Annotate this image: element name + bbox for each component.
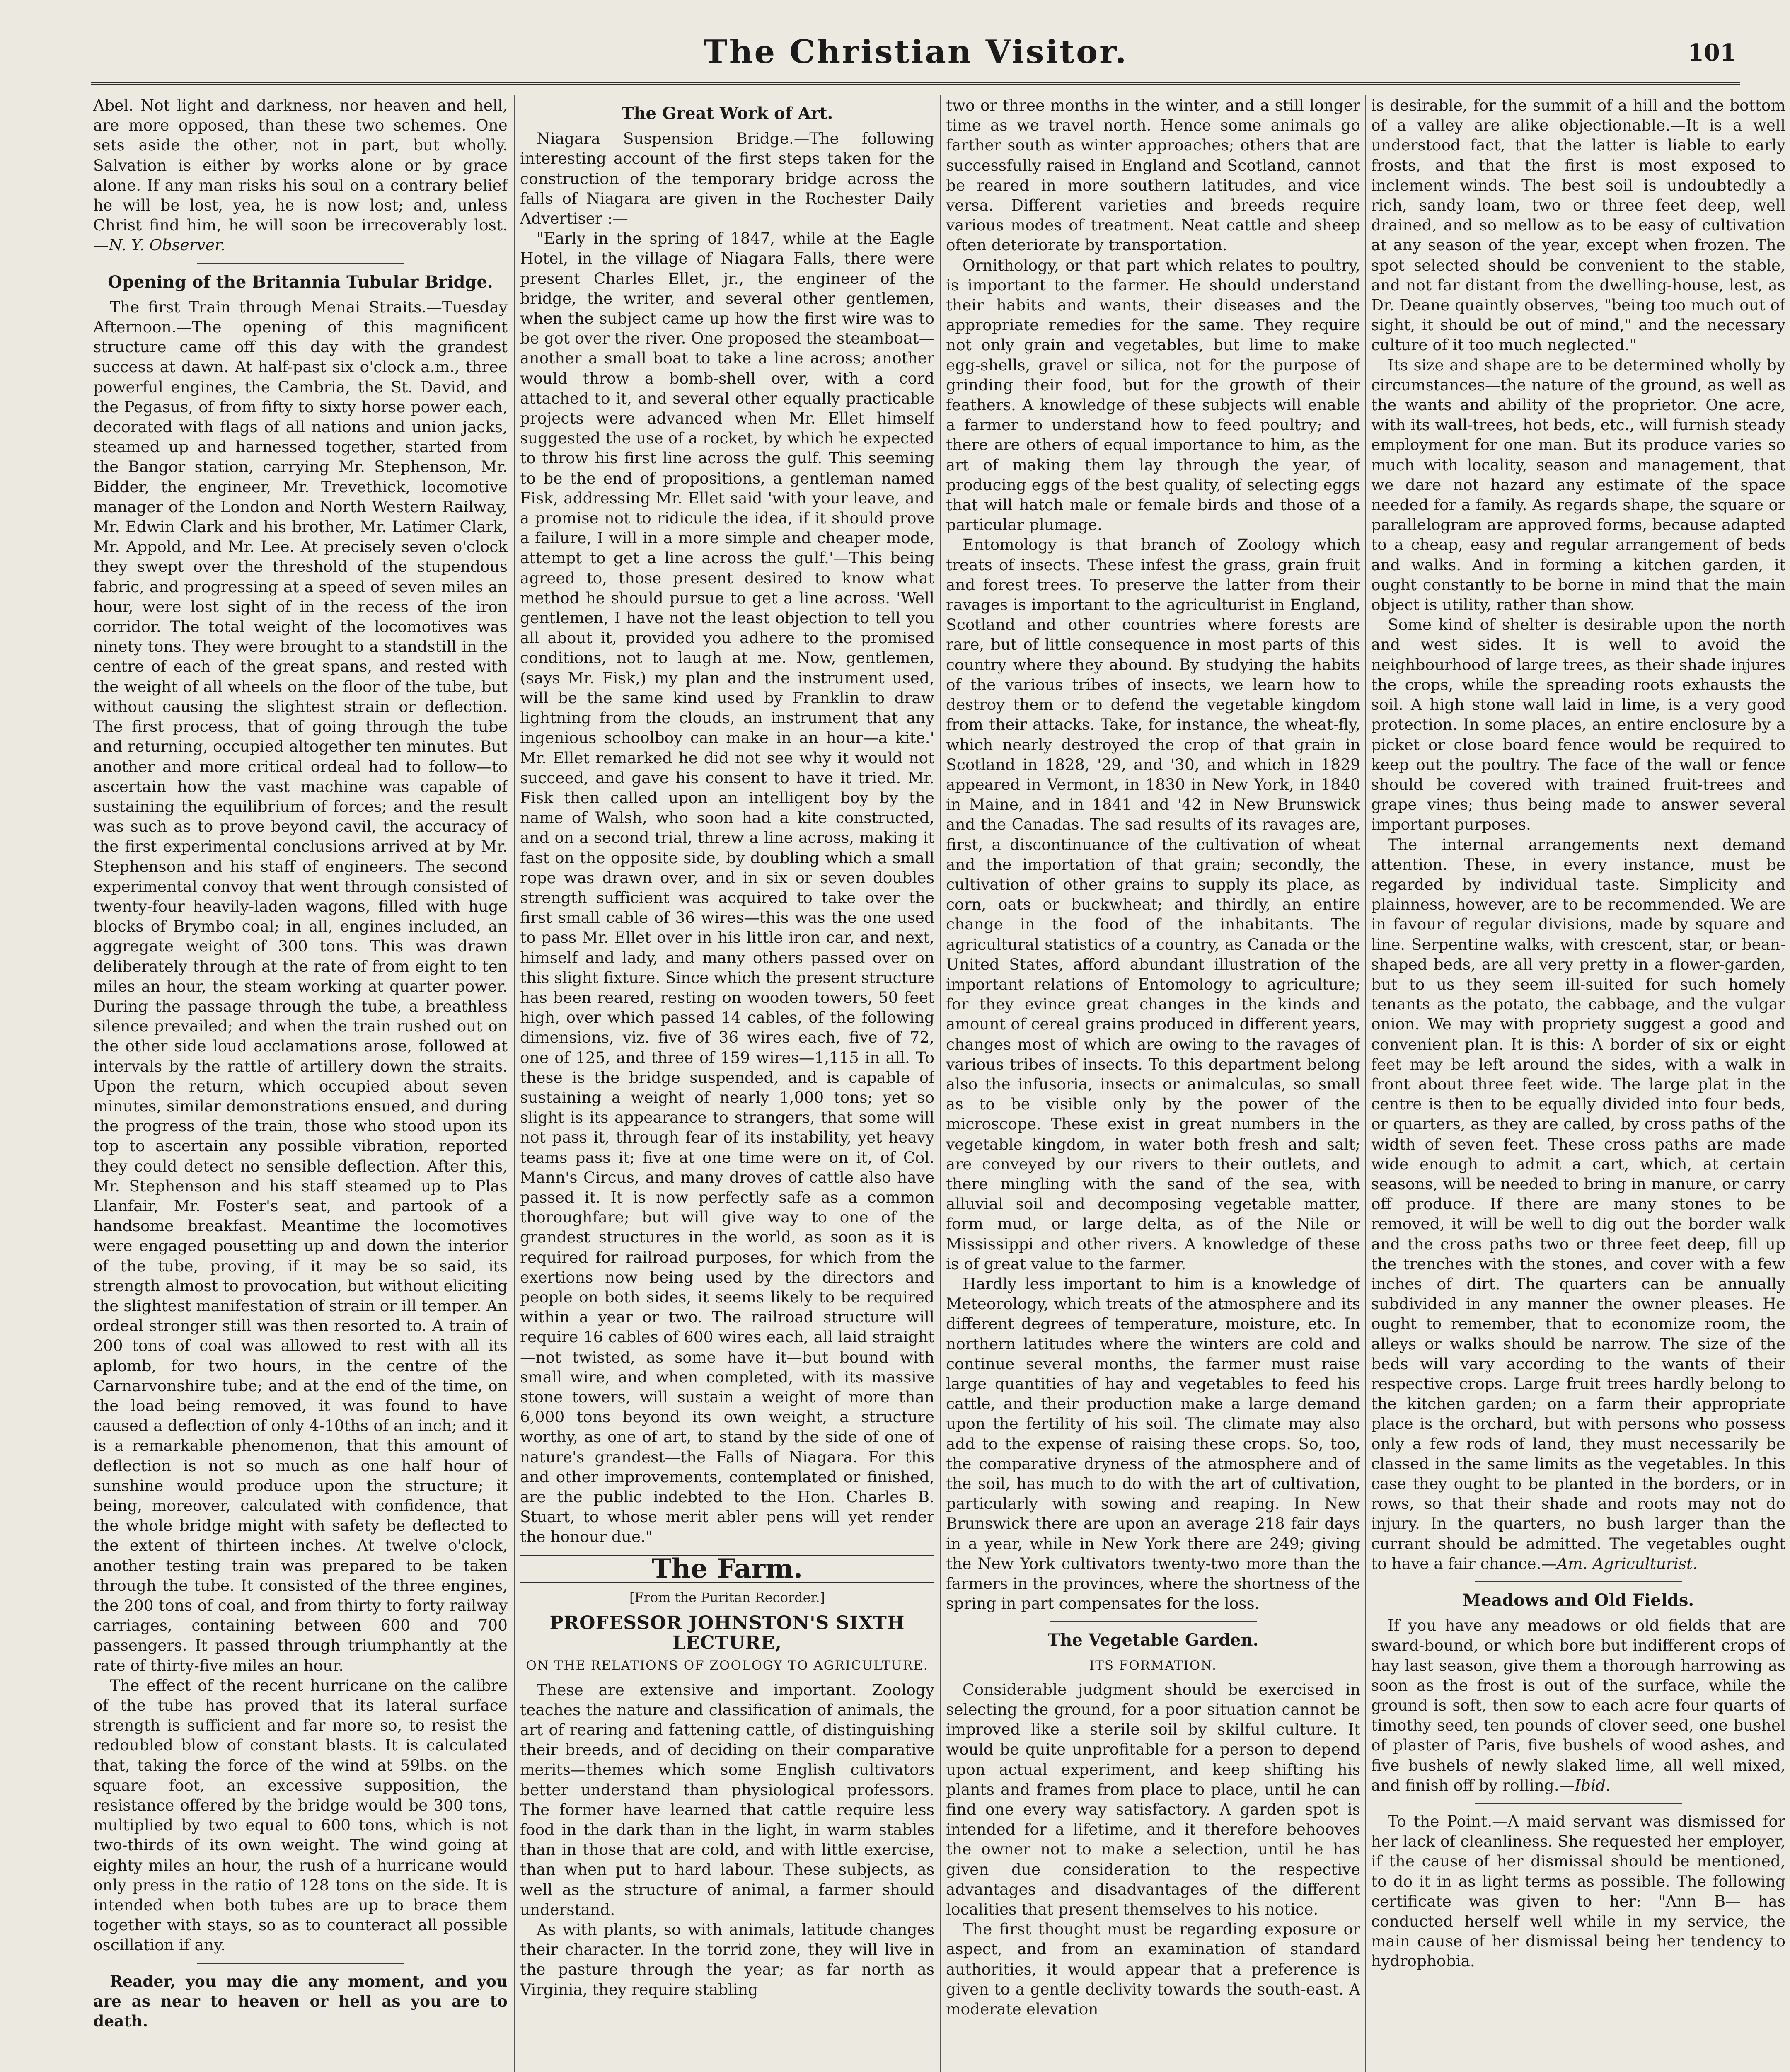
- article-paragraph: If you have any meadows or old fields that are sward-bound, or which bore but indifferent crops of hay last season, give them a thorough harrowing as soon as the frost is out of the surface, while the ground is soft, then sow to each acre four quarts of timothy seed, ten pounds of clover seed, one bushel of plaster of Paris, five bushels of wood ashes, and five bushels of newly slaked lime, all well mixed, and finish off by rolling.: [1371, 1616, 1785, 1794]
- article-paragraph: is desirable, for the summit of a hill and the bottom of a valley are alike objectionable.—It is a well understood fact, that the latter is liable to early frosts, and that the first is most exposed to inclement winds. The best soil is undoubtedly a rich, sandy loam, two or three feet deep, well drained, and so mellow as to be easy of cultivation at any season of the year, except when frozen. The spot selected should be convenient to the stable, and not far distant from the dwelling-house, lest, as Dr. Deane quaintly observes, "being too much out of sight, it should be out of mind," and the necessary culture of it too much neglected.": [1371, 96, 1785, 354]
- subheadline: ITS FORMATION.: [1089, 1658, 1217, 1673]
- article-paragraph: "Early in the spring of 1847, while at the Eagle Hotel, in the village of Niagara Falls, there were present Charles Ellet, jr., the engineer of the bridge, the writer, and several other gentlemen, when the subject came up how the first wire was to be got over the river. One proposed the steamboat—another a small boat to take a line across; another would throw a bomb-shell over, with a cord attached to it, and several other equally practicable projects were advanced when Mr. Ellet himself suggested the use of a rocket, by which he expected to throw his first line across the gulf. This seeming to be the end of propositions, a gentleman named Fisk, addressing Mr. Ellet said 'with your leave, and a promise not to ridicule the idea, if it should prove a failure, I will in a more simple and cheaper mode, attempt to get a line across the gulf.'—This being agreed to, those present desired to know what method he should pursue to get a line across. 'Well gentlemen, I have not the least objection to tell you all about it, provided you adhere to the promised conditions, not to laugh at me. Now, gentlemen, (says Mr. Fisk,) my plan and the instrument used, will be the same kind used by Franklin to draw lightning from the clouds, an instrument that any ingenious schoolboy can make in an hour—a kite.' Mr. Ellet remarked he did not see why it would not succeed, and gave his consent to have it tried. Mr. Fisk then called upon an intelligent boy by the name of Walsh, who soon had a kite constructed, and on a second trial, threw a line across, making it fast on the opposite side, by doubling which a small rope was drawn over, and in six or seven doubles strength sufficient was acquired to take over the first small cable of 36 wires—this was the one used to pass Mr. Ellet over in his little iron car, and next, himself and lady, and many others passed over on this slight fixture. Since which the present structure has been reared, resting on wooden towers, 50 feet high, over which passed 14 cables, of the following dimensions, viz. five of 36 wires each, five of 72, one of 125, and three of 159 wires—1,115 in all. To these is the bridge suspended, and is capable of sustaining a weight of nearly 1,000 tons; yet so slight is its appearance to strangers, that some will not pass it, through fear of its instability, yet heavy teams pass it; five at one time were on it, of Col. Mann's Circus, and many droves of cattle also have passed it. It is now perfectly safe as a common thoroughfare; but will give way to one of the grandest structures in the world, as soon as it is required for railroad purposes, for which from the exertions now being used by the directors and people on both sides, it seems likely to be required within a year or two. The railroad structure will require 16 cables of 600 wires each, all laid straight—not twisted, as some have it—but bound with small wire, and when completed, with its massive stone towers, will sustain a weight of more than 6,000 tons beyond its own weight, a structure worthy, as one of art, to stand by the side of one of nature's grandest—the Falls of Niagara. For this and other improvements, contemplated or finished, are the public indebted to the Hon. Charles B. Stuart, to whose merit abler pens will yet render the honour due.": [520, 229, 934, 1546]
- article-paragraph: two or three months in the winter, and a still longer time as we travel north. Hence some animals go farther south as winter approaches; others that are successfully raised in England and Scotland, cannot be reared in more southern latitudes, and vice versa. Different varieties and breeds require various modes of treatment. Neat cattle and sheep often deteriorate by transportation.: [946, 96, 1360, 254]
- article-paragraph: Niagara Suspension Bridge.—The following interesting account of the first steps taken for the construction of the temporary bridge across the falls of Niagara are given in the Rochester Daily Advertiser :—: [520, 129, 934, 228]
- article-paragraph: As with plants, so with animals, latitude changes their character. In the torrid zone, they will live in the pasture through the year; as far north as Virginia, they require stabling: [520, 1920, 934, 1999]
- article-paragraph: Ornithology, or that part which relates to poultry, is important to the farmer. He should understand their habits and wants, their diseases and the appropriate remedies for the same. They require not only grain and vegetables, but lime to make egg-shells, gravel or silica, not for the purpose of grinding their food, but for the growth of their feathers. A knowledge of these subjects will enable a farmer to understand how to feed poultry; and there are others of equal importance to him, as the art of making them lay through the year, of producing eggs of the best quality, of selecting eggs that will hatch male or female birds and those of a particular plumage.: [946, 256, 1360, 534]
- separator: [1475, 1581, 1682, 1582]
- article-source: [From the Puritan Recorder.]: [629, 1589, 825, 1605]
- article-paragraph: The internal arrangements next demand attention. These, in every instance, must be regarded by individual taste. Simplicity and plainness, however, are to be recommended. We are in favour of regular divisions, made by square and line. Serpentine walks, with crescent, star, or bean-shaped beds, are all very pretty in a flower-garden, but to us they seem ill-suited for such homely tenants as the potato, the cabbage, and the vulgar onion. We may with propriety suggest a good and convenient plan. It is this: A border of six or eight feet may be left around the sides, with a walk in front about three feet wide. The large plat in the centre is then to be equally divided into four beds, or quarters, as they are called, by cross paths of the width of seven feet. These cross paths are made wide enough to admit a cart, which, at certain seasons, will be needed to bring in manure, or carry off produce. If there are many stones to be removed, it will be well to dig out the border walk and the cross paths two or three feet deep, fill up the trenches with the stones, and cover with a few inches of dirt. The quarters can be annually subdivided in any manner the owner pleases. He ought to remember, that to economize room, the alleys or walks should be narrow. The size of the beds will vary according to the wants of their respective crops. Large fruit trees hardly belong to the kitchen garden; on a farm their appropriate place is the orchard, but with persons who possess only a few rods of land, they must necessarily be classed in the same limits as the vegetables. In this case they ought to be planted in the borders, or in rows, so that their shade and roots may not do injury. In the quarters, no bush larger than the currant should be admitted. The vegetables ought to have a fair chance.: [1371, 835, 1785, 1573]
- article-paragraph: Its size and shape are to be determined wholly by circumstances—the nature of the ground, as well as the wants and ability of the proprietor. One acre, with its wall-trees, hot beds, etc., will furnish steady employment for one man. But its produce varies so much with locality, season and management, that we dare not hazard any estimate of the space needed for a family. As regards shape, the square or parallelogram are approved forms, because adapted to a cheap, easy and regular arrangement of beds and walks. And in forming a kitchen garden, it ought constantly to be borne in mind that the main object is utility, rather than show.: [1371, 356, 1785, 614]
- article-source: —Am. Agriculturist.: [1541, 1554, 1698, 1573]
- article-paragraph: These are extensive and important. Zoology teaches the nature and classification of animals, the art of rearing and fattening cattle, of distinguishing their breeds, and of deciding on their comparative merits—themes which some English cultivators better understand than physiological professors. The former have learned that cattle require less food in the dark than in the light, in warm stables than in those that are cold, and with little exercise, than when put to hard labour. These subjects, as well as the structure of animal, a farmer should understand.: [520, 1680, 934, 1919]
- separator: [197, 1963, 404, 1964]
- article-paragraph: Some kind of shelter is desirable upon the north and west sides. It is well to avoid the neighbourhood of large trees, as their shade injures the crops, while the spreading roots exhausts the soil. A high stone wall laid in lime, is a very good protection. In some places, an entire enclosure by a picket or close board fence would be required to keep out the poultry. The face of the wall or fence should be covered with trained fruit-trees and grape vines; thus being made to answer several important purposes.: [1371, 615, 1785, 834]
- separator: [1050, 1621, 1257, 1622]
- column-rule: [514, 95, 515, 2072]
- column-4: [1371, 95, 1785, 2072]
- article-paragraph: The effect of the recent hurricane on the calibre of the tube has proved that its lateral surface strength is sufficient and far more so, to resist the redoubled blow of constant blasts. It is calculated that, taking the force of the wind at 59lbs. on the square foot, an excessive supposition, the resistance offered by the bridge would be 300 tons, multiplied by two equal to 600 tons, which is not two-thirds of its own weight. The wind going at eighty miles an hour, the rush of a hurricane would only press in the ratio of 128 tons on the side. It is intended when both tubes are up to brace them together with stays, so as to counteract all possible oscillation if any.: [93, 1676, 508, 1954]
- column-2: [520, 95, 934, 2072]
- article-paragraph: To the Point.—A maid servant was dismissed for her lack of cleanliness. She requested her employer, if the cause of her dismissal should be mentioned, to do it in as light terms as possible. The following certificate was given to her: "Ann B— has conducted herself well while in my service, the main cause of her dismissal being her tendency to hydrophobia.: [1371, 1812, 1785, 1970]
- column-rule: [940, 95, 941, 2072]
- article-source: —Ibid.: [1559, 1776, 1611, 1794]
- article-paragraph: The first thought must be regarding exposure or aspect, and from an examination of standard authorities, it would appear that a preference is given to a gentle declivity towards the south-east. A moderate elevation: [946, 1920, 1360, 2019]
- column-3: [946, 95, 1360, 2072]
- article-ending-text: Abel. Not light and darkness, nor heaven and hell, are more opposed, than these two schemes. One sets aside the other, not in part, but wholly. Salvation is either by works alone or by grace alone. If any man risks his soul on a contrary belief he will be lost, yea, he is now lost; and, unless Christ find him, he will soon be irrecoverably lost.: [93, 96, 508, 235]
- headline-meadows: Meadows and Old Fields.: [1462, 1590, 1694, 1610]
- headline-britannia-bridge: Opening of the Britannia Tubular Bridge.: [108, 272, 493, 292]
- headline-johnston-lecture: PROFESSOR JOHNSTON'S SIXTH LECTURE,: [549, 1612, 905, 1654]
- section-heading-farm: The Farm.: [520, 1554, 934, 1583]
- article-paragraph: Entomology is that branch of Zoology which treats of insects. These infest the grass, grain fruit and forest trees. To preserve the latter from their ravages is important to the agriculturist in England, Scotland and other countries where forests are rare, but of little consequence in most parts of this country where they abound. By studying the habits of the various tribes of insects, we learn how to destroy them or to defend the vegetable kingdom from their attacks. Take, for instance, the wheat-fly, which nearly destroyed the crop of that grain in Scotland in 1828, '29, and '30, and which in 1829 appeared in Vermont, in 1830 in New York, in 1840 in Maine, and in 1841 and '42 in New Brunswick and the Canadas. The sad results of its ravages are, first, a discontinuance of the cultivation of wheat and the importation of that grain; secondly, the cultivation of other grains to supply its place, as corn, oats or buckwheat; and thirdly, an entire change in the food of the inhabitants. The agricultural statistics of a country, as Canada or the United States, afford abundant illustration of the important relations of Entomology to agriculture; for they evince great changes in the kinds and amount of cereal grains produced in different years, changes most of which are owing to the ravages of various tribes of insects. To this department belong also the infusoria, insects or animalculas, so small as to be visible only by the power of the microscope. These exist in great numbers in the vegetable kingdom, in water both fresh and salt; are conveyed by our rivers to their outlets, and there mingling with the sand of the sea, with alluvial soil and decomposing vegetable matter, form mud, or large delta, as of the Nile or Mississippi and other rivers. A knowledge of these is of great value to the farmer.: [946, 535, 1360, 1273]
- masthead-rule: [91, 82, 1740, 85]
- newspaper-title: The Christian Visitor.: [703, 33, 1128, 71]
- masthead: [91, 25, 1740, 87]
- page-number: 101: [1688, 39, 1736, 66]
- article-paragraph: The first Train through Menai Straits.—Tuesday Afternoon.—The opening of this magnificent structure came off this day with the grandest success at dawn. At half-past six o'clock a.m., three powerful engines, the Cambria, the St. David, and the Pegasus, of from fifty to sixty horse power each, decorated with flags of all nations and union jacks, steamed up and harnessed together, started from the Bangor station, carrying Mr. Stephenson, Mr. Bidder, the engineer, Mr. Trevethick, locomotive manager of the London and North Western Railway, Mr. Edwin Clark and his brother, Mr. Latimer Clark, Mr. Appold, and Mr. Lee. At precisely seven o'clock they swept over the threshold of the stupendous fabric, and progressing at a speed of seven miles an hour, were lost sight of in the recess of the iron corridor. The total weight of the locomotives was ninety tons. They were brought to a standstill in the centre of each of the great spans, and rested with the weight of all wheels on the floor of the tube, but without causing the slightest strain or deflection. The first process, that of going through the tube and returning, occupied altogether ten minutes. But another and more critical ordeal had to follow—to ascertain how the vast machine was capable of sustaining the equilibrium of forces; and the result was such as to prove beyond cavil, the accuracy of the first experimental conclusions arrived at by Mr. Stephenson and his staff of engineers. The second experimental convoy that went through consisted of twenty-four heavily-laden wagons, filled with huge blocks of Brymbo coal; in all, engines included, an aggregate weight of 300 tons. This was drawn deliberately through at the rate of from eight to ten miles an hour, the steam working at quarter power. During the passage through the tube, a breathless silence prevailed; and when the train rushed out on the other side loud acclamations arose, followed at intervals by the rattle of artillery down the straits. Upon the return, which occupied about seven minutes, similar demonstrations ensued, and during the progress of the train, those who stood upon its top to ascertain any possible vibration, reported they could detect no sensible deflection. After this, Mr. Stephenson and his staff steamed up to Plas Llanfair, Mr. Foster's seat, and partook of a handsome breakfast. Meantime the locomotives were engaged pousetting up and down the interior of the tube, proving, if it may be so said, its strength almost to provocation, but without eliciting the slightest manifestation of strain or ill temper. An ordeal stronger still was then resorted to. A train of 200 tons of coal was allowed to rest with all its aplomb, for two hours, in the centre of the Carnarvonshire tube; and at the end of the time, on the load being removed, it was found to have caused a deflection of only 4-10ths of an inch; and it is a remarkable phenomenon, that this amount of deflection is not so much as one half hour of sunshine would produce upon the structure; it being, moreover, calculated with confidence, that the whole bridge might with safety be deflected to the extent of thirteen inches. At twelve o'clock, another testing train was prepared to be taken through the tube. It consisted of the three engines, the 200 tons of coal, and from thirty to forty railway carriages, containing between 600 and 700 passengers. It passed through triumphantly at the rate of thirty-five miles an hour.: [93, 298, 508, 1675]
- column-rule: [1365, 95, 1366, 2072]
- article-source: —N. Y. Observer.: [93, 236, 225, 254]
- headline-great-work-of-art: The Great Work of Art.: [621, 104, 833, 123]
- subheadline: ON THE RELATIONS OF ZOOLOGY TO AGRICULTURE.: [526, 1658, 929, 1673]
- closing-maxim: Reader, you may die any moment, and you are as near to heaven or hell as you are to death.: [93, 1972, 508, 2031]
- headline-vegetable-garden: The Vegetable Garden.: [1047, 1630, 1259, 1650]
- article-paragraph: Hardly less important to him is a knowledge of Meteorology, which treats of the atmosphere and its different degrees of temperature, moisture, etc. In northern latitudes where the winters are cold and continue several months, the farmer must raise large quantities of hay and vegetables to feed his cattle, and their production make a large demand upon the fertility of his soil. The climate may also add to the expense of raising these crops. So, too, the comparative dryness of the atmosphere and of the soil, has much to do with the art of cultivation, particularly with sowing and reaping. In New Brunswick there are upon an average 218 fair days in a year, while in New York there are 249; giving the New York cultivators twenty-two more than the farmers in the provinces, where the shortness of the spring in part compensates for the loss.: [946, 1274, 1360, 1613]
- separator: [197, 263, 404, 264]
- article-paragraph: Considerable judgment should be exercised in selecting the ground, for a poor situation cannot be improved like a sterile soil by skilful culture. It would be quite unprofitable for a person to depend upon actual experiment, and keep shifting his plants and frames from place to place, until he can find one every way satisfactory. A garden spot is intended for a lifetime, and it therefore behooves the owner not to make a selection, until he has given due consideration to the respective advantages and disadvantages of the different localities that present themselves to his notice.: [946, 1680, 1360, 1919]
- column-1: [93, 95, 508, 2072]
- separator: [1475, 1803, 1682, 1804]
